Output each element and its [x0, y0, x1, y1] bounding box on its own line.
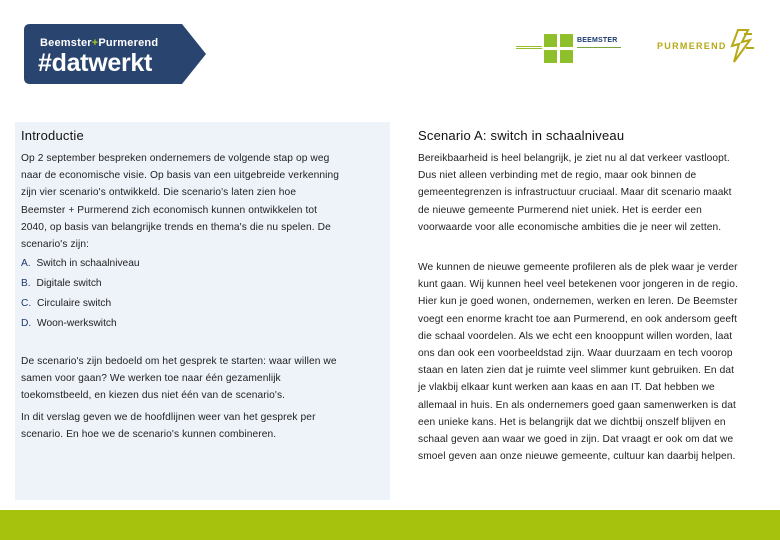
text-line: Hier kun je goed wonen, ondernemen, werken en leren. De Beemster: [418, 296, 738, 308]
scenario-a-paragraph-2: [418, 259, 778, 465]
footer-bar: [0, 510, 780, 540]
text-line: staan en laten zien dat je ruimte veel slimmer kunt gebruiken. En dat: [418, 365, 735, 377]
text-line: Dus niet alleen verbinding met de regio, maar ook binnen de: [418, 170, 697, 182]
intro-paragraph-1: [21, 150, 386, 253]
beemster-logo-text: BEEMSTER: [577, 37, 618, 44]
text-line: scenario's zijn:: [21, 239, 90, 251]
list-label: Digitale switch: [36, 278, 102, 289]
list-item: [21, 257, 140, 277]
text-line: ons dan ook een voorbeeldstad zijn. Waar duurzaam en tech voorop: [418, 348, 733, 360]
purmerend-logo-mark-icon: [728, 28, 756, 64]
logo-text-line1: Beemster+Purmerend: [40, 37, 159, 49]
list-item: [21, 277, 140, 297]
intro-paragraph-3: [21, 409, 386, 443]
text-line: Op 2 september bespreken ondernemers de volgende stap op weg: [21, 153, 330, 164]
text-line: Bereikbaarheid is heel belangrijk, je ziet nu al dat verkeer vastloopt.: [418, 153, 730, 164]
intro-paragraph-2: [21, 353, 386, 405]
text-line: voorwaarde voor alle economische ambities die je neer wil zetten.: [418, 221, 722, 233]
intro-heading: Introductie: [21, 128, 84, 143]
scenario-a-paragraph-1: [418, 150, 778, 236]
text-line: naar de economische visie. Op basis van een uitgebreide verkenning: [21, 170, 340, 182]
beemster-logo-mark: [544, 34, 574, 64]
logo-text-datwerkt: #datwerkt: [38, 49, 153, 77]
beemster-logo-lines: [516, 46, 542, 49]
text-line: smoel geven aan onze nieuwe gemeente, cultuur kan daarbij helpen.: [418, 451, 736, 463]
text-line: de nieuwe gemeente Purmerend niet uniek. Het is eerder een: [418, 204, 702, 216]
list-letter: A.: [21, 258, 31, 269]
text-line: toekomstbeeld, en kiezen dus niet één van de scenario's.: [21, 390, 286, 402]
text-line: Beemster + Purmerend zich economisch kunnen ontwikkelen tot: [21, 204, 318, 216]
list-item: [21, 317, 140, 337]
list-label: Woon-werkswitch: [37, 318, 117, 329]
scenario-a-heading: Scenario A: switch in schaalniveau: [418, 128, 625, 143]
text-line: gemeentegrenzen is infrastructuur cruciaal. Maar dit scenario maakt: [418, 187, 732, 199]
list-letter: D.: [21, 318, 32, 329]
text-line: allemaal in huis. En als ondernemers goed gaan samenwerken is dat: [418, 399, 736, 411]
text-line: kunt gaan. Wij kunnen heel veel betekenen voor jongeren in de regio.: [418, 279, 738, 291]
text-line: We kunnen de nieuwe gemeente profileren als de plek waar je verder: [418, 262, 738, 273]
text-line: samen voor gaan? We werken toe naar één gezamenlijk: [21, 373, 281, 385]
datwerkt-logo: [24, 24, 206, 84]
text-line: De scenario's zijn bedoeld om het gesprek te starten: waar willen we: [21, 356, 337, 367]
list-label: Circulaire switch: [37, 298, 112, 309]
text-line: 2040, op basis van belangrijke trends en thema's die nu spelen. De: [21, 221, 331, 233]
list-letter: C.: [21, 298, 32, 309]
text-line: zijn vier scenario's ontwikkeld. Die scenario's laten zien hoe: [21, 187, 297, 199]
purmerend-logo: [656, 28, 756, 68]
text-line: een unieke kans. Het is belangrijk dat we dichtbij onszelf blijven en: [418, 416, 726, 428]
purmerend-logo-text: PURMEREND: [657, 41, 727, 51]
text-line: schaal geven aan waar we goed in zijn. Dat vraagt er ook om dat we: [418, 434, 734, 446]
text-line: In dit verslag geven we de hoofdlijnen weer van het gesprek per: [21, 412, 316, 423]
beemster-logo-underline: [577, 47, 621, 49]
text-line: scenario. En hoe we de scenario's kunnen combineren.: [21, 429, 277, 441]
scenario-list: [21, 257, 140, 337]
list-letter: B.: [21, 278, 31, 289]
list-label: Switch in schaalniveau: [36, 258, 140, 269]
text-line: voegt een enorme kracht toe aan Purmerend, en ook andersom geeft: [418, 313, 738, 325]
text-line: je vlakbij elkaar kunt werken aan kaas en aan IT. Dat hebben we: [418, 382, 715, 394]
text-line: die schaal voordelen. Als we echt een knooppunt willen worden, laat: [418, 330, 733, 342]
beemster-logo: [516, 32, 626, 66]
list-item: [21, 297, 140, 317]
